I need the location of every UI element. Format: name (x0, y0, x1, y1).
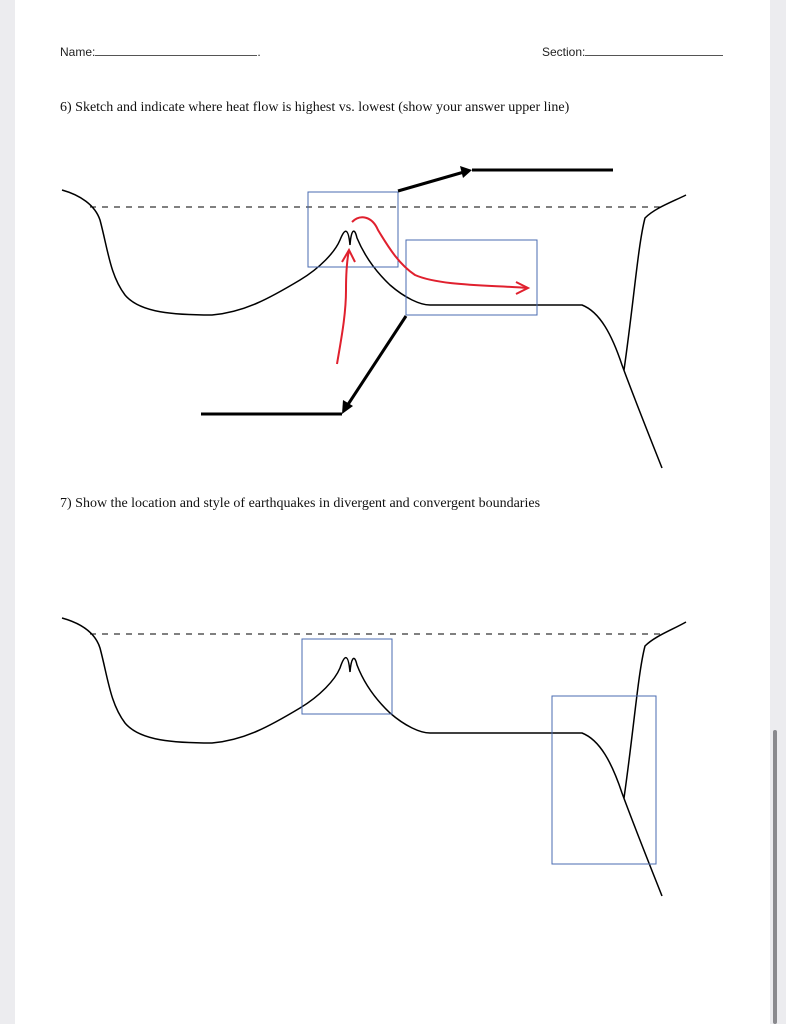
abyssal-box (406, 240, 537, 315)
upper-arrowhead (460, 166, 472, 178)
question-7: 7) Show the location and style of earthquakes in divergent and convergent boundaries (60, 496, 541, 511)
seafloor-profile (62, 190, 662, 468)
trench-wall (624, 195, 686, 370)
figure-6 (62, 166, 686, 468)
question-6: 6) Sketch and indicate where heat flow is highest vs. lowest (show your answer upper line) (60, 100, 570, 115)
ridge-box (308, 192, 398, 267)
scrollbar[interactable] (773, 730, 777, 1024)
seafloor-profile (62, 618, 662, 896)
trench-wall (624, 622, 686, 798)
figure-7 (62, 618, 686, 896)
name-suffix: . (257, 45, 261, 59)
upper-pointer-line (398, 172, 464, 191)
convergent-box (552, 696, 656, 864)
divergent-box (302, 639, 392, 714)
lower-pointer-line (347, 316, 406, 406)
heat-outflow-arrow (352, 217, 528, 288)
name-label: Name: (60, 45, 96, 59)
section-label: Section: (542, 45, 586, 59)
